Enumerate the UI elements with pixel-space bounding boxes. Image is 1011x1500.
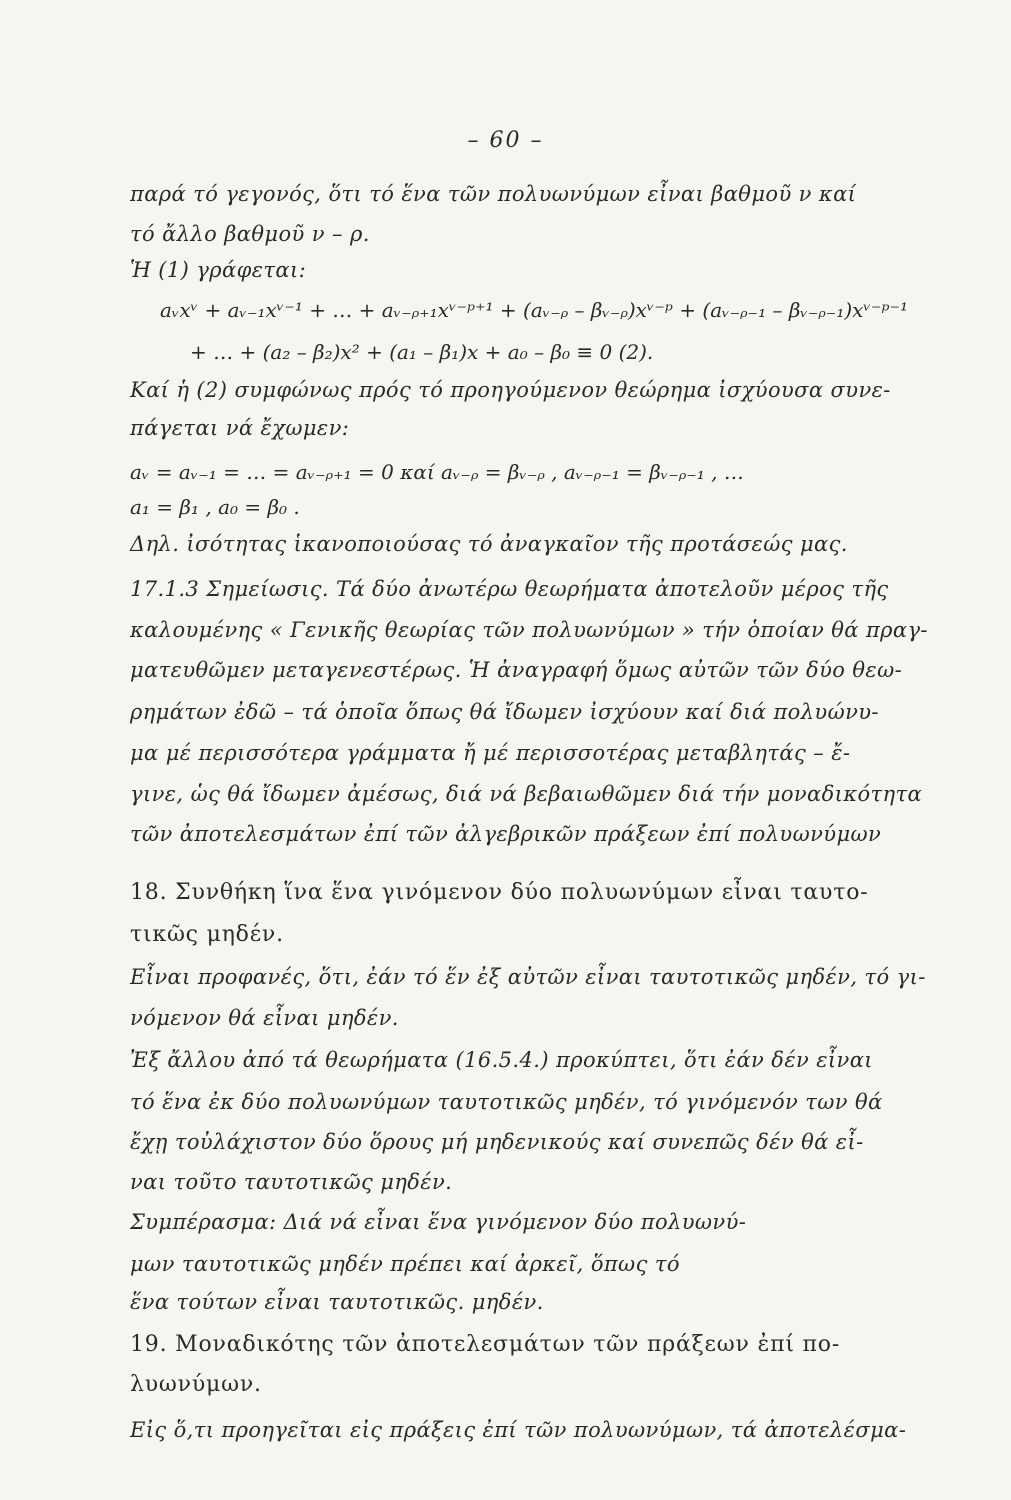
text-line: ναι τοῦτο ταυτοτικῶς μηδέν. [130, 1170, 453, 1194]
text-line: Εἰς ὅ,τι προηγεῖται εἰς πράξεις ἐπί τῶν πολυωνύμων, τά ἀποτελέσμα- [130, 1418, 907, 1442]
text-line: τό ἄλλο βαθμοῦ ν – ρ. [130, 222, 370, 246]
section-heading-line: 18. Συνθήκη ἵνα ἕνα γινόμενον δύο πολυωνύμων εἶναι ταυτο- [130, 880, 869, 905]
text-line: γινε, ὡς θά ἴδωμεν ἀμέσως, διά νά βεβαιωθῶμεν διά τήν μοναδικότητα [130, 782, 923, 806]
section-heading-line: 19. Μοναδικότης τῶν ἀποτελεσμάτων τῶν πράξεων ἐπί πο- [130, 1332, 841, 1357]
text-line: ἕνα τούτων εἶναι ταυτοτικῶς. μηδέν. [130, 1290, 544, 1314]
equation-line-3: aᵥ = aᵥ₋₁ = … = aᵥ₋ᵨ₊₁ = 0 καί aᵥ₋ᵨ = βᵥ₋ᵨ , aᵥ₋ᵨ₋₁ = βᵥ₋ᵨ₋₁ , … [130, 460, 744, 484]
text-line: τῶν ἀποτελεσμάτων ἐπί τῶν ἀλγεβρικῶν πράξεων ἐπί πολυωνύμων [130, 822, 882, 846]
text-line: Ἐξ ἄλλου ἀπό τά θεωρήματα (16.5.4.) προκύπτει, ὅτι ἐάν δέν εἶναι [130, 1048, 873, 1072]
text-line: μα μέ περισσότερα γράμματα ἤ μέ περισσοτέρας μεταβλητάς – ἔ- [130, 741, 851, 765]
text-line: ἔχῃ τοὐλάχιστον δύο ὅρους μή μηδενικούς καί συνεπῶς δέν θά εἶ- [130, 1130, 864, 1154]
text-line: Δηλ. ἰσότητας ἱκανοποιούσας τό ἀναγκαῖον τῆς προτάσεώς μας. [130, 532, 848, 556]
text-line: μων ταυτοτικῶς μηδέν πρέπει καί ἀρκεῖ, ὅπως τό [130, 1252, 680, 1276]
section-heading-line: λυωνύμων. [130, 1372, 262, 1397]
page-number: – 60 – [467, 128, 544, 153]
text-line: 17.1.3 Σημείωσις. Τά δύο ἀνωτέρω θεωρήματα ἀποτελοῦν μέρος τῆς [130, 577, 889, 601]
text-line: Εἶναι προφανές, ὅτι, ἐάν τό ἕν ἐξ αὐτῶν εἶναι ταυτοτικῶς μηδέν, τό γι- [130, 965, 926, 989]
text-line: νόμενον θά εἶναι μηδέν. [130, 1006, 399, 1030]
text-line: Ἡ (1) γράφεται: [130, 258, 307, 282]
section-heading-line: τικῶς μηδέν. [130, 922, 284, 947]
text-line: Καί ἡ (2) συμφώνως πρός τό προηγούμενον θεώρημα ἰσχύουσα συνε- [130, 378, 891, 402]
text-line: πάγεται νά ἔχωμεν: [130, 416, 350, 440]
equation-line-1: aᵥxᵛ + aᵥ₋₁xᵛ⁻¹ + … + aᵥ₋ᵨ₊₁xᵛ⁻ᵖ⁺¹ + (aᵥ₋ᵨ – βᵥ₋ᵨ)xᵛ⁻ᵖ + (aᵥ₋ᵨ₋₁ – βᵥ₋ᵨ₋₁)xᵛ⁻ᵖ⁻¹ [160, 298, 909, 322]
text-line: ρημάτων ἐδῶ – τά ὁποῖα ὅπως θά ἴδωμεν ἰσχύουν καί διά πολυώνυ- [130, 700, 879, 724]
text-line: παρά τό γεγονός, ὅτι τό ἕνα τῶν πολυωνύμων εἶναι βαθμοῦ ν καί [130, 182, 857, 206]
text-line: καλουμένης « Γενικῆς θεωρίας τῶν πολυωνύμων » τήν ὁποίαν θά πραγ- [130, 618, 928, 642]
text-line: τό ἕνα ἐκ δύο πολυωνύμων ταυτοτικῶς μηδέν, τό γινόμενόν των θά [130, 1090, 883, 1114]
equation-line-2: + … + (a₂ – β₂)x² + (a₁ – β₁)x + a₀ – β₀ ≡ 0 (2). [190, 340, 654, 364]
text-line: Συμπέρασμα: Διά νά εἶναι ἕνα γινόμενον δύο πολυωνύ- [130, 1210, 747, 1234]
equation-line-4: a₁ = β₁ , a₀ = β₀ . [130, 495, 300, 519]
text-line: ματευθῶμεν μεταγενεστέρως. Ἡ ἀναγραφή ὅμως αὐτῶν τῶν δύο θεω- [130, 658, 903, 682]
